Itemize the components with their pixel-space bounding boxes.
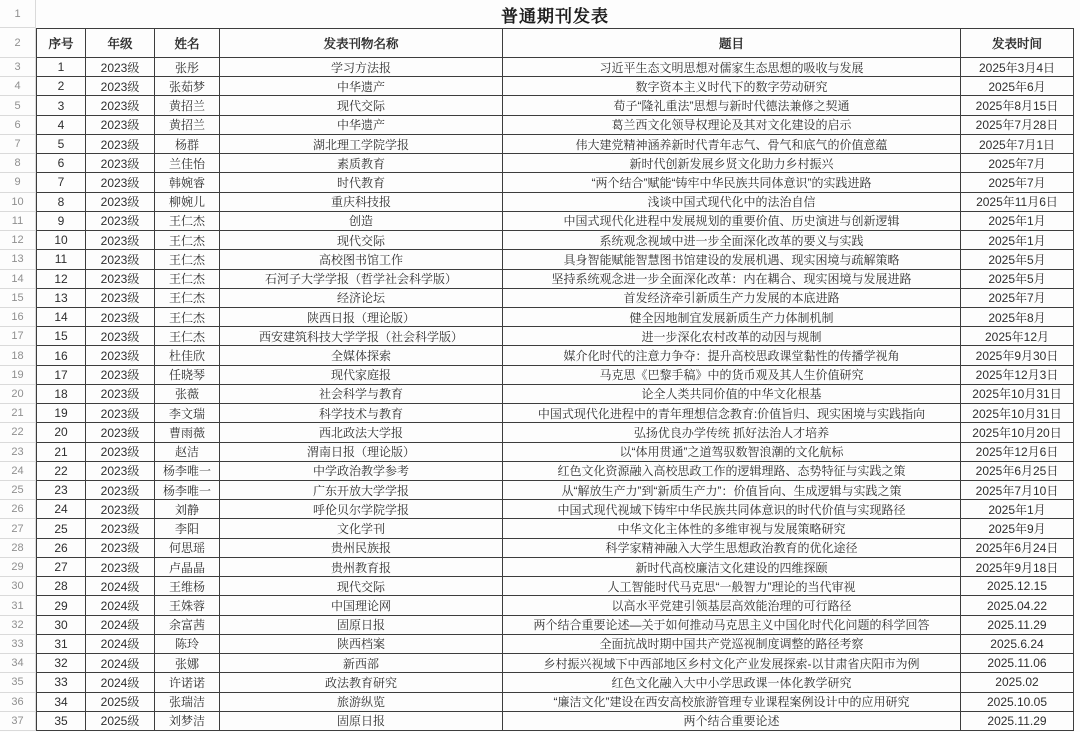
table-cell[interactable]: 2023级 [86,404,155,423]
table-cell[interactable]: 任晓琴 [155,366,220,385]
row-number[interactable]: 24 [0,462,36,481]
table-cell[interactable]: 10 [36,231,86,250]
table-cell[interactable]: 陕西档案 [220,635,503,654]
row-number[interactable]: 31 [0,596,36,615]
table-cell[interactable]: 2025年6月 [961,77,1074,96]
table-cell[interactable]: 张茹梦 [155,77,220,96]
table-cell[interactable]: 贵州民族报 [220,539,503,558]
table-cell[interactable]: 韩婉睿 [155,173,220,192]
table-cell[interactable]: 具身智能赋能智慧图书馆建设的发展机遇、现实困境与疏解策略 [503,250,961,269]
table-cell[interactable]: 以“体用贯通”之道驾驭数智浪潮的文化航标 [503,443,961,462]
table-cell[interactable]: 素质教育 [220,154,503,173]
table-cell[interactable]: 政法教育研究 [220,673,503,692]
table-cell[interactable]: 2024级 [86,577,155,596]
table-cell[interactable]: 新西部 [220,654,503,673]
table-cell[interactable]: 中国式现代化进程中发展规划的重要价值、历史演进与创新逻辑 [503,212,961,231]
table-cell[interactable]: 2023级 [86,270,155,289]
table-cell[interactable]: 2023级 [86,423,155,442]
table-cell[interactable]: 2025.11.06 [961,654,1074,673]
row-number[interactable]: 27 [0,519,36,538]
table-cell[interactable]: 2023级 [86,519,155,538]
table-cell[interactable]: 杨李唯一 [155,462,220,481]
table-cell[interactable]: 荀子“隆礼重法”思想与新时代德法兼修之契通 [503,96,961,115]
table-cell[interactable]: 2025年7月28日 [961,116,1074,135]
table-cell[interactable]: 王仁杰 [155,231,220,250]
column-header[interactable]: 序号 [36,28,86,58]
table-cell[interactable]: 2023级 [86,250,155,269]
table-cell[interactable]: 新时代高校廉洁文化建设的四维探颐 [503,558,961,577]
table-cell[interactable]: 2025年6月24日 [961,539,1074,558]
table-cell[interactable]: 24 [36,500,86,519]
table-cell[interactable]: 王姝蓉 [155,596,220,615]
row-number[interactable]: 22 [0,423,36,442]
table-cell[interactable]: 2023级 [86,366,155,385]
table-cell[interactable]: 2023级 [86,193,155,212]
table-cell[interactable]: 2023级 [86,346,155,365]
table-cell[interactable]: 2025.11.29 [961,712,1074,731]
table-cell[interactable]: 何思瑶 [155,539,220,558]
table-cell[interactable]: 2025年8月 [961,308,1074,327]
table-cell[interactable]: 2025年9月30日 [961,346,1074,365]
table-cell[interactable]: 6 [36,154,86,173]
table-cell[interactable]: 2025年1月 [961,500,1074,519]
table-cell[interactable]: 时代教育 [220,173,503,192]
table-cell[interactable]: 29 [36,596,86,615]
table-cell[interactable]: 王仁杰 [155,270,220,289]
table-cell[interactable]: 中学政治教学参考 [220,462,503,481]
table-cell[interactable]: 2024级 [86,616,155,635]
table-cell[interactable]: 红色文化融入大中小学思政课一体化教学研究 [503,673,961,692]
row-number[interactable]: 23 [0,443,36,462]
table-cell[interactable]: 2023级 [86,443,155,462]
row-number[interactable]: 16 [0,308,36,327]
table-cell[interactable]: 健全因地制宜发展新质生产力体制机制 [503,308,961,327]
row-number[interactable]: 12 [0,231,36,250]
row-number[interactable]: 19 [0,366,36,385]
table-cell[interactable]: 33 [36,673,86,692]
table-cell[interactable]: 王仁杰 [155,308,220,327]
table-cell[interactable]: 马克思《巴黎手稿》中的货币观及其人生价值研究 [503,366,961,385]
table-cell[interactable]: 2024级 [86,673,155,692]
table-cell[interactable]: 首发经济牵引新质生产力发展的本底进路 [503,289,961,308]
column-header[interactable]: 题目 [503,28,961,58]
column-header[interactable]: 发表刊物名称 [220,28,503,58]
table-cell[interactable]: 34 [36,693,86,712]
row-number[interactable]: 11 [0,212,36,231]
table-cell[interactable]: 社会科学与教育 [220,385,503,404]
table-cell[interactable]: 学习方法报 [220,58,503,77]
table-cell[interactable]: 两个结合重要论述—关于如何推动马克思主义中国化时代化问题的科学回答 [503,616,961,635]
table-cell[interactable]: 21 [36,443,86,462]
table-cell[interactable]: 现代家庭报 [220,366,503,385]
table-cell[interactable]: 2023级 [86,135,155,154]
column-header[interactable]: 发表时间 [961,28,1074,58]
table-cell[interactable]: 2025级 [86,712,155,731]
table-cell[interactable]: 2023级 [86,212,155,231]
table-cell[interactable]: 5 [36,135,86,154]
table-cell[interactable]: 30 [36,616,86,635]
table-cell[interactable]: 赵洁 [155,443,220,462]
row-number[interactable]: 20 [0,385,36,404]
column-header[interactable]: 年级 [86,28,155,58]
table-cell[interactable]: 中国理论网 [220,596,503,615]
table-cell[interactable]: 2023级 [86,289,155,308]
row-number[interactable]: 17 [0,327,36,346]
table-cell[interactable]: 黄招兰 [155,116,220,135]
row-number[interactable]: 5 [0,96,36,115]
table-cell[interactable]: 固原日报 [220,712,503,731]
table-cell[interactable]: 2023级 [86,327,155,346]
table-cell[interactable]: 26 [36,539,86,558]
table-cell[interactable]: 2025年11月6日 [961,193,1074,212]
table-cell[interactable]: 现代交际 [220,577,503,596]
table-cell[interactable]: 新时代创新发展乡贤文化助力乡村振兴 [503,154,961,173]
table-cell[interactable]: 坚持系统观念进一步全面深化改革：内在耦合、现实困境与发展进路 [503,270,961,289]
table-cell[interactable]: 全面抗战时期中国共产党巡视制度调整的路径考察 [503,635,961,654]
table-cell[interactable]: 红色文化资源融入高校思政工作的逻辑理路、态势特征与实践之策 [503,462,961,481]
table-cell[interactable]: 2025.04.22 [961,596,1074,615]
table-cell[interactable]: 2025.02 [961,673,1074,692]
table-cell[interactable]: 13 [36,289,86,308]
table-cell[interactable]: 兰佳怡 [155,154,220,173]
row-number[interactable]: 14 [0,270,36,289]
table-cell[interactable]: 中国式现代视域下铸牢中华民族共同体意识的时代价值与实现路径 [503,500,961,519]
table-cell[interactable]: 习近平生态文明思想对儒家生态思想的吸收与发展 [503,58,961,77]
table-cell[interactable]: 浅谈中国式现代化中的法治自信 [503,193,961,212]
table-cell[interactable]: 20 [36,423,86,442]
table-cell[interactable]: 旅游纵览 [220,693,503,712]
table-cell[interactable]: 西安建筑科技大学学报（社会科学版） [220,327,503,346]
table-cell[interactable]: 2 [36,77,86,96]
table-cell[interactable]: 葛兰西文化领导权理论及其对文化建设的启示 [503,116,961,135]
row-number[interactable]: 36 [0,693,36,712]
table-cell[interactable]: 22 [36,462,86,481]
row-number[interactable]: 34 [0,654,36,673]
table-cell[interactable]: 石河子大学学报（哲学社会科学版） [220,270,503,289]
table-cell[interactable]: 2025年7月1日 [961,135,1074,154]
table-cell[interactable]: 35 [36,712,86,731]
table-cell[interactable]: 2025.11.29 [961,616,1074,635]
table-cell[interactable]: 王仁杰 [155,289,220,308]
table-cell[interactable]: 杨群 [155,135,220,154]
table-cell[interactable]: 贵州教育报 [220,558,503,577]
table-cell[interactable]: 许诺诺 [155,673,220,692]
table-cell[interactable]: 现代交际 [220,96,503,115]
table-cell[interactable]: 中华遗产 [220,116,503,135]
table-cell[interactable]: “廉洁文化”建设在西安高校旅游管理专业课程案例设计中的应用研究 [503,693,961,712]
row-number[interactable]: 21 [0,404,36,423]
table-cell[interactable]: 张瑞洁 [155,693,220,712]
table-cell[interactable]: 2025年10月20日 [961,423,1074,442]
table-cell[interactable]: 伟大建党精神涵养新时代青年志气、骨气和底气的价值意蕴 [503,135,961,154]
table-cell[interactable]: 2024级 [86,635,155,654]
table-cell[interactable]: 2025年9月 [961,519,1074,538]
table-cell[interactable]: 中华遗产 [220,77,503,96]
table-cell[interactable]: 中华文化主体性的多维审视与发展策略研究 [503,519,961,538]
table-cell[interactable]: 现代交际 [220,231,503,250]
table-cell[interactable]: 王仁杰 [155,327,220,346]
table-cell[interactable]: 2025年10月31日 [961,385,1074,404]
row-number[interactable]: 18 [0,346,36,365]
table-cell[interactable]: 2023级 [86,481,155,500]
row-number[interactable]: 25 [0,481,36,500]
table-cell[interactable]: 张薇 [155,385,220,404]
table-cell[interactable]: 柳婉儿 [155,193,220,212]
table-cell[interactable]: 王维杨 [155,577,220,596]
table-cell[interactable]: 张娜 [155,654,220,673]
table-cell[interactable]: 刘梦洁 [155,712,220,731]
table-cell[interactable]: 重庆科技报 [220,193,503,212]
table-cell[interactable]: 2025年6月25日 [961,462,1074,481]
table-cell[interactable]: 陕西日报（理论版） [220,308,503,327]
row-number[interactable]: 7 [0,135,36,154]
table-cell[interactable]: 卢晶晶 [155,558,220,577]
table-cell[interactable]: 17 [36,366,86,385]
table-cell[interactable]: 19 [36,404,86,423]
table-cell[interactable]: 王仁杰 [155,250,220,269]
table-cell[interactable]: 2023级 [86,116,155,135]
table-cell[interactable]: 呼伦贝尔学院学报 [220,500,503,519]
table-cell[interactable]: 乡村振兴视域下中西部地区乡村文化产业发展探索-以甘肃省庆阳市为例 [503,654,961,673]
table-cell[interactable]: 湖北理工学院学报 [220,135,503,154]
row-number[interactable]: 26 [0,500,36,519]
row-number[interactable]: 4 [0,77,36,96]
table-cell[interactable]: 高校图书馆工作 [220,250,503,269]
table-cell[interactable]: 14 [36,308,86,327]
table-cell[interactable]: 2023级 [86,231,155,250]
table-cell[interactable]: 黄招兰 [155,96,220,115]
table-cell[interactable]: 张彤 [155,58,220,77]
row-number[interactable]: 15 [0,289,36,308]
table-cell[interactable]: 2025年10月31日 [961,404,1074,423]
row-number[interactable]: 10 [0,193,36,212]
table-cell[interactable]: 2023级 [86,558,155,577]
table-cell[interactable]: 2025级 [86,693,155,712]
row-number[interactable]: 8 [0,154,36,173]
table-cell[interactable]: 以高水平党建引领基层高效能治理的可行路径 [503,596,961,615]
table-cell[interactable]: 4 [36,116,86,135]
table-cell[interactable]: 2025年12月3日 [961,366,1074,385]
table-cell[interactable]: 2025年1月 [961,231,1074,250]
table-cell[interactable]: 7 [36,173,86,192]
table-cell[interactable]: 2025年8月15日 [961,96,1074,115]
table-cell[interactable]: 2023级 [86,308,155,327]
row-number[interactable]: 3 [0,58,36,77]
table-cell[interactable]: 2025.10.05 [961,693,1074,712]
table-cell[interactable]: 2025年12月6日 [961,443,1074,462]
table-cell[interactable]: 从“解放生产力”到“新质生产力”：价值旨向、生成逻辑与实践之策 [503,481,961,500]
table-cell[interactable]: 2025年5月 [961,250,1074,269]
table-cell[interactable]: 2025年1月 [961,212,1074,231]
row-number[interactable]: 29 [0,558,36,577]
table-cell[interactable]: 创造 [220,212,503,231]
row-number[interactable]: 30 [0,577,36,596]
table-cell[interactable]: 28 [36,577,86,596]
table-cell[interactable]: 数字资本主义时代下的数字劳动研究 [503,77,961,96]
table-cell[interactable]: 8 [36,193,86,212]
row-number[interactable]: 32 [0,616,36,635]
table-cell[interactable]: 27 [36,558,86,577]
table-cell[interactable]: 23 [36,481,86,500]
table-cell[interactable]: 全媒体探索 [220,346,503,365]
table-cell[interactable]: 2025年12月 [961,327,1074,346]
table-cell[interactable]: 杜佳欣 [155,346,220,365]
table-cell[interactable]: 2025年7月10日 [961,481,1074,500]
table-cell[interactable]: 2023级 [86,385,155,404]
table-cell[interactable]: 2023级 [86,154,155,173]
table-cell[interactable]: 渭南日报（理论版） [220,443,503,462]
table-cell[interactable]: 2024级 [86,654,155,673]
table-cell[interactable]: 2025.12.15 [961,577,1074,596]
table-cell[interactable]: 余富茜 [155,616,220,635]
table-cell[interactable]: 31 [36,635,86,654]
table-cell[interactable]: 25 [36,519,86,538]
table-cell[interactable]: 2025.6.24 [961,635,1074,654]
table-cell[interactable]: 2023级 [86,77,155,96]
table-cell[interactable]: 中国式现代化进程中的青年理想信念教育:价值旨归、现实困境与实践指向 [503,404,961,423]
table-cell[interactable]: 人工智能时代马克思“一般智力”理论的当代审视 [503,577,961,596]
table-cell[interactable]: 2025年9月18日 [961,558,1074,577]
row-number[interactable]: 33 [0,635,36,654]
row-number[interactable]: 13 [0,250,36,269]
table-cell[interactable]: 两个结合重要论述 [503,712,961,731]
row-number[interactable]: 1 [0,0,36,28]
row-number[interactable]: 28 [0,539,36,558]
sheet-title: 普通期刊发表 [501,6,609,26]
table-cell[interactable]: 3 [36,96,86,115]
table-cell[interactable]: 2025年7月 [961,289,1074,308]
table-cell[interactable]: 2023级 [86,58,155,77]
row-number[interactable]: 6 [0,116,36,135]
column-header[interactable]: 姓名 [155,28,220,58]
table-cell[interactable]: 科学技术与教育 [220,404,503,423]
table-cell[interactable]: 2023级 [86,96,155,115]
table-cell[interactable]: 曹雨薇 [155,423,220,442]
table-cell[interactable]: 16 [36,346,86,365]
table-cell[interactable]: 2023级 [86,462,155,481]
table-cell[interactable]: 2025年7月 [961,173,1074,192]
table-cell[interactable]: 经济论坛 [220,289,503,308]
table-cell[interactable]: 论全人类共同价值的中华文化根基 [503,385,961,404]
row-number[interactable]: 9 [0,173,36,192]
table-cell[interactable]: 2025年5月 [961,270,1074,289]
table-cell[interactable]: 12 [36,270,86,289]
table-cell[interactable]: 广东开放大学学报 [220,481,503,500]
table-cell[interactable]: 进一步深化农村改革的动因与规制 [503,327,961,346]
table-cell[interactable]: 2023级 [86,173,155,192]
table-cell[interactable]: 文化学刊 [220,519,503,538]
table-cell[interactable]: 11 [36,250,86,269]
row-number[interactable]: 35 [0,673,36,692]
table-cell[interactable]: 2023级 [86,500,155,519]
table-cell[interactable]: 15 [36,327,86,346]
table-cell[interactable]: 系统观念视域中进一步全面深化改革的要义与实践 [503,231,961,250]
table-cell[interactable]: 1 [36,58,86,77]
table-cell[interactable]: 32 [36,654,86,673]
table-cell[interactable]: 刘静 [155,500,220,519]
table-cell[interactable]: 2023级 [86,539,155,558]
table-cell[interactable]: 18 [36,385,86,404]
table-cell[interactable]: 弘扬优良办学传统 抓好法治人才培养 [503,423,961,442]
table-cell[interactable]: 2025年3月4日 [961,58,1074,77]
table-cell[interactable]: 李阳 [155,519,220,538]
table-cell[interactable]: 媒介化时代的注意力争夺：提升高校思政课堂黏性的传播学视角 [503,346,961,365]
table-cell[interactable]: 固原日报 [220,616,503,635]
table-cell[interactable]: 李文瑞 [155,404,220,423]
table-cell[interactable]: 王仁杰 [155,212,220,231]
table-cell[interactable]: 2024级 [86,596,155,615]
table-cell[interactable]: 西北政法大学报 [220,423,503,442]
table-cell[interactable]: “两个结合”赋能“铸牢中华民族共同体意识”的实践进路 [503,173,961,192]
table-cell[interactable]: 9 [36,212,86,231]
table-cell[interactable]: 2025年7月 [961,154,1074,173]
table-cell[interactable]: 陈玲 [155,635,220,654]
row-number[interactable]: 2 [0,28,36,58]
row-number[interactable]: 37 [0,712,36,731]
table-cell[interactable]: 杨李唯一 [155,481,220,500]
table-cell[interactable]: 科学家精神融入大学生思想政治教育的优化途径 [503,539,961,558]
